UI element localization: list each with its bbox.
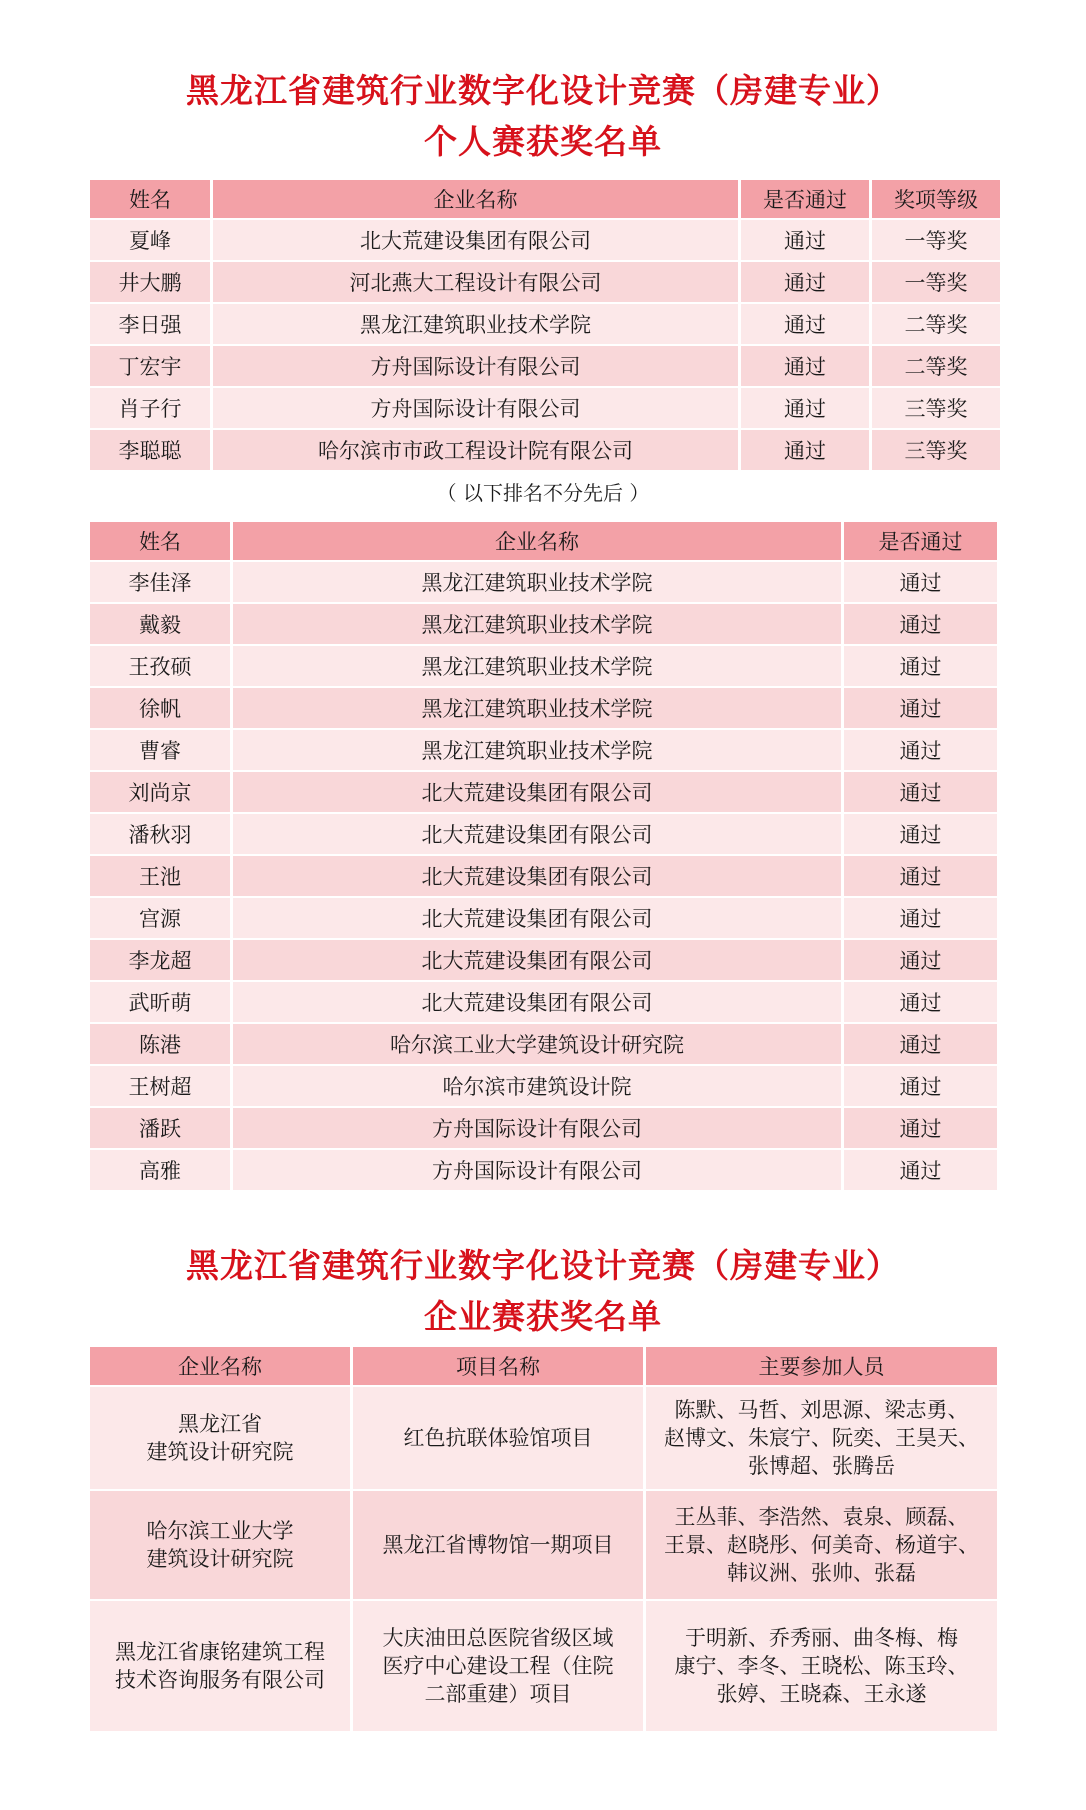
cell-company: 方舟国际设计有限公司	[233, 1150, 841, 1190]
table-row	[90, 1108, 997, 1148]
col-header-name: 姓名	[90, 180, 210, 218]
members-line: 王景、赵晓彤、何美奇、杨道宇、	[664, 1533, 979, 1557]
cell-passed: 通过	[844, 730, 997, 770]
cell-name: 李龙超	[90, 940, 230, 980]
col-header-name: 姓名	[90, 522, 230, 560]
cell-company: 哈尔滨市市政工程设计院有限公司	[213, 430, 738, 470]
table-row	[90, 688, 997, 728]
table-row	[90, 220, 1000, 260]
col-header-company: 企业名称	[90, 1347, 350, 1385]
project-line: 红色抗联体验馆项目	[403, 1426, 593, 1450]
cell-name: 李日强	[90, 304, 210, 344]
cell-passed: 通过	[844, 604, 997, 644]
cell-passed: 通过	[844, 1150, 997, 1190]
cell-passed: 通过	[844, 1066, 997, 1106]
table-header-row	[90, 180, 1000, 218]
cell-company	[90, 1491, 350, 1599]
cell-project	[353, 1387, 643, 1489]
table-row	[90, 388, 1000, 428]
table-row	[90, 730, 997, 770]
project-line: 黑龙江省博物馆一期项目	[382, 1533, 614, 1557]
table-header-row	[90, 522, 997, 560]
cell-award-level: 一等奖	[872, 220, 1000, 260]
cell-company: 哈尔滨工业大学建筑设计研究院	[233, 1024, 841, 1064]
cell-award-level: 三等奖	[872, 388, 1000, 428]
table-header-row	[90, 1347, 997, 1385]
table-row	[90, 898, 997, 938]
members-line: 张博超、张腾岳	[748, 1454, 895, 1478]
cell-passed: 通过	[844, 562, 997, 602]
table-row	[90, 940, 997, 980]
cell-name: 武昕萌	[90, 982, 230, 1022]
ranking-note: （ 以下排名不分先后 ）	[436, 481, 650, 505]
company-line: 建筑设计研究院	[146, 1440, 294, 1464]
cell-company: 黑龙江建筑职业技术学院	[233, 604, 841, 644]
members-line: 赵博文、朱宸宁、阮奕、王昊天、	[664, 1426, 979, 1450]
table-row	[90, 982, 997, 1022]
cell-company: 方舟国际设计有限公司	[213, 346, 738, 386]
cell-name: 潘跃	[90, 1108, 230, 1148]
table-row	[90, 772, 997, 812]
project-line: 医疗中心建设工程（住院	[382, 1654, 614, 1678]
members-line: 张婷、王晓森、王永遂	[716, 1682, 927, 1706]
cell-name: 曹睿	[90, 730, 230, 770]
members-line: 康宁、李冬、王晓松、陈玉玲、	[674, 1654, 969, 1678]
cell-name: 徐帆	[90, 688, 230, 728]
cell-company	[90, 1387, 350, 1489]
members-line: 于明新、乔秀丽、曲冬梅、梅	[685, 1626, 958, 1650]
cell-company: 黑龙江建筑职业技术学院	[233, 562, 841, 602]
cell-passed: 通过	[844, 646, 997, 686]
cell-company: 黑龙江建筑职业技术学院	[233, 646, 841, 686]
table-row	[90, 856, 997, 896]
cell-company: 北大荒建设集团有限公司	[233, 856, 841, 896]
individual-title	[0, 65, 1086, 167]
cell-company	[90, 1601, 350, 1731]
table-row	[90, 1601, 997, 1731]
table-row	[90, 1066, 997, 1106]
cell-company: 哈尔滨市建筑设计院	[233, 1066, 841, 1106]
individual-title-line2: 个人赛获奖名单	[424, 122, 662, 161]
cell-award-level: 三等奖	[872, 430, 1000, 470]
table-row	[90, 262, 1000, 302]
cell-passed: 通过	[741, 220, 869, 260]
cell-name: 夏峰	[90, 220, 210, 260]
cell-company: 北大荒建设集团有限公司	[233, 982, 841, 1022]
cell-name: 王树超	[90, 1066, 230, 1106]
members-line: 王丛菲、李浩然、袁泉、顾磊、	[674, 1505, 969, 1529]
table-row	[90, 1491, 997, 1599]
cell-passed: 通过	[741, 388, 869, 428]
table-row	[90, 304, 1000, 344]
enterprise-title-line2: 企业赛获奖名单	[424, 1297, 662, 1336]
company-line: 哈尔滨工业大学	[146, 1519, 294, 1543]
cell-members	[646, 1601, 997, 1731]
table-row	[90, 1387, 997, 1489]
col-header-company: 企业名称	[233, 522, 841, 560]
members-line: 陈默、马哲、刘思源、梁志勇、	[674, 1398, 969, 1422]
cell-company: 北大荒建设集团有限公司	[233, 814, 841, 854]
table-row	[90, 646, 997, 686]
cell-passed: 通过	[844, 772, 997, 812]
cell-name: 井大鹏	[90, 262, 210, 302]
table-row	[90, 604, 997, 644]
individual-title-line1: 黑龙江省建筑行业数字化设计竞赛（房建专业）	[186, 71, 900, 110]
table-row	[90, 430, 1000, 470]
cell-passed: 通过	[741, 304, 869, 344]
cell-passed: 通过	[741, 430, 869, 470]
table-row	[90, 1150, 997, 1190]
cell-company: 北大荒建设集团有限公司	[233, 772, 841, 812]
cell-name: 潘秋羽	[90, 814, 230, 854]
col-header-passed: 是否通过	[844, 522, 997, 560]
enterprise-awards-table	[87, 1345, 1000, 1733]
cell-project	[353, 1491, 643, 1599]
cell-members	[646, 1491, 997, 1599]
project-line: 大庆油田总医院省级区域	[382, 1626, 614, 1650]
cell-passed: 通过	[741, 262, 869, 302]
col-header-project: 项目名称	[353, 1347, 643, 1385]
cell-passed: 通过	[844, 982, 997, 1022]
cell-award-level: 二等奖	[872, 304, 1000, 344]
col-header-passed: 是否通过	[741, 180, 869, 218]
cell-passed: 通过	[844, 1108, 997, 1148]
cell-company: 黑龙江建筑职业技术学院	[233, 688, 841, 728]
col-header-award-level: 奖项等级	[872, 180, 1000, 218]
cell-company: 方舟国际设计有限公司	[233, 1108, 841, 1148]
cell-award-level: 一等奖	[872, 262, 1000, 302]
cell-members	[646, 1387, 997, 1489]
cell-name: 刘尚京	[90, 772, 230, 812]
cell-name: 陈港	[90, 1024, 230, 1064]
cell-company: 黑龙江建筑职业技术学院	[233, 730, 841, 770]
table-row	[90, 814, 997, 854]
project-line: 二部重建）项目	[424, 1682, 572, 1706]
table-row	[90, 1024, 997, 1064]
cell-name: 李佳泽	[90, 562, 230, 602]
col-header-company: 企业名称	[213, 180, 738, 218]
members-line: 韩议洲、张帅、张磊	[727, 1561, 916, 1585]
cell-name: 丁宏宇	[90, 346, 210, 386]
enterprise-title-line1: 黑龙江省建筑行业数字化设计竞赛（房建专业）	[186, 1246, 900, 1285]
cell-award-level: 二等奖	[872, 346, 1000, 386]
cell-name: 高雅	[90, 1150, 230, 1190]
cell-passed: 通过	[844, 688, 997, 728]
company-line: 建筑设计研究院	[146, 1547, 294, 1571]
cell-passed: 通过	[844, 940, 997, 980]
cell-name: 肖子行	[90, 388, 210, 428]
individual-pass-table	[87, 520, 1000, 1192]
table-row	[90, 562, 997, 602]
company-line: 技术咨询服务有限公司	[115, 1668, 325, 1692]
cell-name: 宫源	[90, 898, 230, 938]
cell-company: 河北燕大工程设计有限公司	[213, 262, 738, 302]
cell-passed: 通过	[844, 898, 997, 938]
cell-passed: 通过	[844, 814, 997, 854]
cell-passed: 通过	[844, 856, 997, 896]
cell-name: 李聪聪	[90, 430, 210, 470]
cell-name: 王孜硕	[90, 646, 230, 686]
cell-company: 北大荒建设集团有限公司	[233, 940, 841, 980]
cell-company: 方舟国际设计有限公司	[213, 388, 738, 428]
cell-passed: 通过	[741, 346, 869, 386]
col-header-members: 主要参加人员	[646, 1347, 997, 1385]
table-row	[90, 346, 1000, 386]
enterprise-title	[0, 1240, 1086, 1342]
cell-company: 黑龙江建筑职业技术学院	[213, 304, 738, 344]
company-line: 黑龙江省康铭建筑工程	[115, 1640, 325, 1664]
cell-name: 戴毅	[90, 604, 230, 644]
individual-awards-table	[87, 178, 1003, 472]
cell-name: 王池	[90, 856, 230, 896]
cell-passed: 通过	[844, 1024, 997, 1064]
cell-company: 北大荒建设集团有限公司	[233, 898, 841, 938]
company-line: 黑龙江省	[178, 1412, 262, 1436]
cell-company: 北大荒建设集团有限公司	[213, 220, 738, 260]
cell-project	[353, 1601, 643, 1731]
